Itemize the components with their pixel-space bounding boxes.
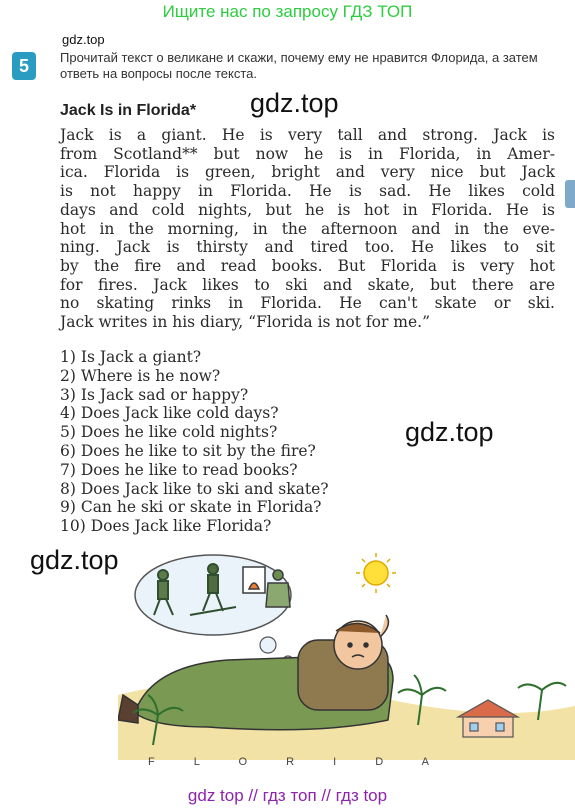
story-line: hot in the morning, in the afternoon and in the eve- <box>60 219 555 238</box>
story-line: for fires. Jack likes to ski and skate, but there are <box>60 275 555 294</box>
house-icon <box>458 700 518 737</box>
giant-in-florida-illustration <box>118 545 575 770</box>
story-line: Jack is a giant. He is very tall and strong. Jack is <box>60 126 555 144</box>
thought-bubble <box>135 555 293 666</box>
story-line: from Scotland** but now he is in Florida, in Amer- <box>60 144 555 163</box>
watermark-3: gdz.top <box>30 545 119 575</box>
question-item: 7) Does he like to read books? <box>60 460 298 479</box>
watermark-1: gdz.top <box>250 88 339 118</box>
story-line: no skating rinks in Florida. He can't skate or ski. <box>60 294 555 313</box>
bottom-banner[interactable]: gdz top // гдз топ // гдз top <box>187 786 388 805</box>
question-list <box>60 348 420 536</box>
story-line: is not happy in Florida. He is sad. He likes cold <box>60 182 555 201</box>
story-line: by the fire and read books. But Florida is very hot <box>60 256 555 275</box>
story-line: ning. Jack is thirsty and tired too. He likes to sit <box>60 238 555 257</box>
question-item: 6) Does he like to sit by the fire? <box>60 441 316 460</box>
question-item: 2) Where is he now? <box>60 366 221 385</box>
story-line: Jack writes in his diary, “Florida is not for me.” <box>60 313 431 332</box>
story-line: ica. Florida is green, bright and very nice but Jack <box>60 163 555 182</box>
question-item: 9) Can he ski or skate in Florida? <box>60 498 322 517</box>
exercise-instruction: Прочитай текст о великане и скажи, почему ему не нравится Флорида, а затем ответь на вопросы после текста. <box>60 50 538 81</box>
question-item: 1) Is Jack a giant? <box>60 348 202 366</box>
exercise-number-badge: 5 <box>12 52 36 80</box>
florida-label: F L O R I D A <box>148 756 447 768</box>
question-item: 3) Is Jack sad or happy? <box>60 385 249 404</box>
page-edge-tab <box>565 180 575 208</box>
top-banner[interactable]: Ищите нас по запросу ГДЗ ТОП <box>162 2 413 21</box>
watermark-2: gdz.top <box>405 417 494 447</box>
question-item: 5) Does he like cold nights? <box>60 423 278 442</box>
watermark-small: gdz.top <box>62 32 105 47</box>
question-item: 4) Does Jack like cold days? <box>60 404 279 423</box>
question-item: 8) Does Jack like to ski and skate? <box>60 479 329 498</box>
story-line: days and cold nights, but he is hot in Florida. He is <box>60 200 555 219</box>
giant-figure <box>118 615 393 730</box>
story-title: Jack Is in Florida* <box>60 102 197 119</box>
question-item: 10) Does Jack like Florida? <box>60 517 272 536</box>
story-text <box>60 126 555 332</box>
sun-icon <box>356 553 396 593</box>
